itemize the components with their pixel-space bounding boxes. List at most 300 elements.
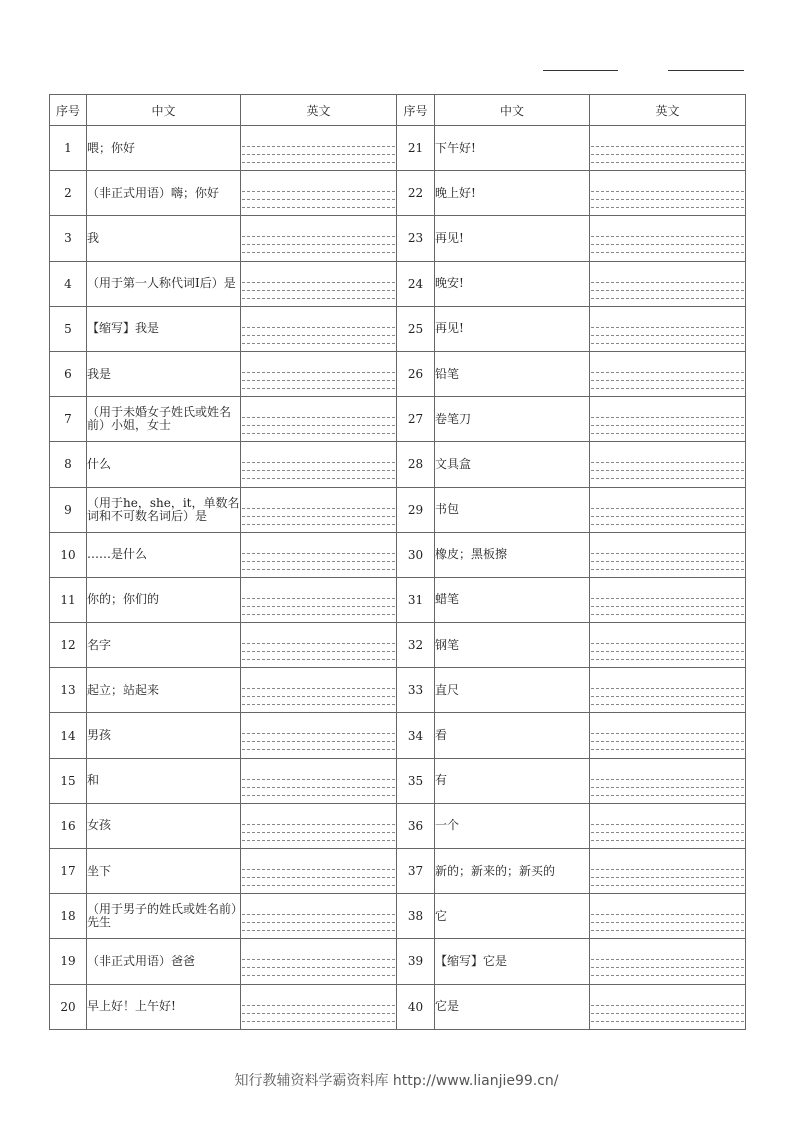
dashed-writing-line [242,780,395,788]
dashed-writing-line [242,184,395,192]
english-answer-cell[interactable] [590,623,746,668]
item-number: 37 [397,849,435,894]
dashed-writing-line [591,229,744,237]
chinese-meaning: （用于he，she，it，单数名词和不可数名词后）是 [87,487,241,532]
dashed-writing-line [242,229,395,237]
header-english: 英文 [241,95,397,126]
item-number: 7 [50,397,87,442]
writing-lines [242,184,395,208]
dashed-writing-line [242,463,395,471]
dashed-writing-line [242,607,395,615]
dashed-writing-line [591,546,744,554]
english-answer-cell[interactable] [590,803,746,848]
dashed-writing-line [591,825,744,833]
writing-lines [242,681,395,705]
dashed-writing-line [591,471,744,479]
dashed-writing-line [242,907,395,915]
chinese-meaning: （用于第一人称代词I后）是 [87,261,241,306]
dashed-writing-line [591,426,744,434]
writing-lines [591,229,744,253]
dashed-writing-line [242,237,395,245]
item-number: 4 [50,261,87,306]
dashed-writing-line [242,139,395,147]
dashed-writing-line [242,878,395,886]
writing-lines [591,320,744,344]
table-row [50,803,746,848]
chinese-meaning: 名字 [87,623,241,668]
dashed-writing-line [242,410,395,418]
chinese-meaning: 新的；新来的；新买的 [435,849,590,894]
chinese-meaning: 男孩 [87,713,241,758]
english-answer-cell[interactable] [241,758,397,803]
item-number: 31 [397,577,435,622]
dashed-writing-line [591,862,744,870]
table-row [50,894,746,939]
chinese-meaning: 它是 [435,984,590,1029]
writing-lines [242,501,395,525]
english-answer-cell[interactable] [241,894,397,939]
item-number: 34 [397,713,435,758]
english-answer-cell[interactable] [590,532,746,577]
chinese-meaning: 铅笔 [435,351,590,396]
item-number: 2 [50,171,87,216]
item-number: 25 [397,306,435,351]
dashed-writing-line [242,817,395,825]
item-number: 5 [50,306,87,351]
dashed-writing-line [242,636,395,644]
table-row [50,758,746,803]
writing-lines [242,772,395,796]
writing-lines [591,139,744,163]
english-answer-cell[interactable] [241,261,397,306]
dashed-writing-line [591,1006,744,1014]
table-row [50,668,746,713]
writing-lines [591,455,744,479]
dashed-writing-line [242,772,395,780]
writing-lines [242,139,395,163]
chinese-meaning: 我 [87,216,241,261]
chinese-meaning: 坐下 [87,849,241,894]
english-answer-cell[interactable] [241,939,397,984]
english-answer-cell[interactable] [590,261,746,306]
english-answer-cell[interactable] [241,397,397,442]
writing-lines [591,772,744,796]
chinese-meaning: 你的；你们的 [87,577,241,622]
item-number: 12 [50,623,87,668]
dashed-writing-line [242,644,395,652]
writing-lines [591,591,744,615]
dashed-writing-line [591,410,744,418]
dashed-writing-line [591,833,744,841]
dashed-writing-line [591,554,744,562]
header-english: 英文 [590,95,746,126]
dashed-writing-line [242,960,395,968]
dashed-writing-line [591,878,744,886]
dashed-writing-line [242,742,395,750]
table-row [50,397,746,442]
dashed-writing-line [242,734,395,742]
writing-lines [242,998,395,1022]
item-number: 6 [50,351,87,396]
dashed-writing-line [591,463,744,471]
item-number: 33 [397,668,435,713]
chinese-meaning: 【缩写】它是 [435,939,590,984]
item-number: 3 [50,216,87,261]
english-answer-cell[interactable] [590,713,746,758]
english-answer-cell[interactable] [241,306,397,351]
dashed-writing-line [591,517,744,525]
item-number: 17 [50,849,87,894]
chinese-meaning: ……是什么 [87,532,241,577]
table-row [50,261,746,306]
dashed-writing-line [591,697,744,705]
dashed-writing-line [591,283,744,291]
dashed-writing-line [591,817,744,825]
writing-lines [242,636,395,660]
dashed-writing-line [591,960,744,968]
writing-lines [242,320,395,344]
writing-lines [242,275,395,299]
writing-lines [591,410,744,434]
item-number: 27 [397,397,435,442]
dashed-writing-line [591,726,744,734]
chinese-meaning: 它 [435,894,590,939]
writing-lines [242,546,395,570]
chinese-meaning: 和 [87,758,241,803]
writing-lines [242,591,395,615]
dashed-writing-line [591,200,744,208]
dashed-writing-line [242,283,395,291]
dashed-writing-line [242,870,395,878]
english-answer-cell[interactable] [590,939,746,984]
chinese-meaning: 晚安! [435,261,590,306]
dashed-writing-line [591,772,744,780]
chinese-meaning: 什么 [87,442,241,487]
english-answer-cell[interactable] [241,668,397,713]
table-row [50,713,746,758]
dashed-writing-line [591,652,744,660]
dashed-writing-line [591,184,744,192]
chinese-meaning: 有 [435,758,590,803]
item-number: 22 [397,171,435,216]
table-row [50,216,746,261]
dashed-writing-line [591,155,744,163]
english-answer-cell[interactable] [241,849,397,894]
dashed-writing-line [591,509,744,517]
chinese-meaning: 早上好！上午好! [87,984,241,1029]
dashed-writing-line [591,275,744,283]
item-number: 14 [50,713,87,758]
chinese-meaning: 下午好! [435,126,590,171]
english-answer-cell[interactable] [241,351,397,396]
dashed-writing-line [242,1014,395,1022]
item-number: 30 [397,532,435,577]
dashed-writing-line [242,455,395,463]
dashed-writing-line [242,591,395,599]
english-answer-cell[interactable] [590,577,746,622]
dashed-writing-line [242,509,395,517]
item-number: 39 [397,939,435,984]
writing-lines [242,365,395,389]
item-number: 8 [50,442,87,487]
chinese-meaning: 看 [435,713,590,758]
writing-lines [591,636,744,660]
dashed-writing-line [591,291,744,299]
dashed-writing-line [591,373,744,381]
dashed-writing-line [591,915,744,923]
english-answer-cell[interactable] [241,713,397,758]
english-answer-cell[interactable] [241,623,397,668]
item-number: 9 [50,487,87,532]
writing-lines [242,410,395,434]
dashed-writing-line [242,517,395,525]
dashed-writing-line [242,554,395,562]
dashed-writing-line [591,780,744,788]
table-row [50,171,746,216]
english-answer-cell[interactable] [241,442,397,487]
english-answer-cell[interactable] [241,532,397,577]
dashed-writing-line [242,825,395,833]
writing-lines [242,229,395,253]
writing-lines [242,862,395,886]
header-number: 序号 [397,95,435,126]
dashed-writing-line [242,426,395,434]
english-answer-cell[interactable] [241,577,397,622]
dashed-writing-line [591,562,744,570]
dashed-writing-line [242,320,395,328]
writing-lines [242,817,395,841]
dashed-writing-line [242,328,395,336]
item-number: 19 [50,939,87,984]
chinese-meaning: 直尺 [435,668,590,713]
chinese-meaning: 喂；你好 [87,126,241,171]
chinese-meaning: 晚上好! [435,171,590,216]
dashed-writing-line [242,381,395,389]
dashed-writing-line [242,1006,395,1014]
table-row [50,849,746,894]
item-number: 28 [397,442,435,487]
dashed-writing-line [591,742,744,750]
dashed-writing-line [242,546,395,554]
item-number: 29 [397,487,435,532]
chinese-meaning: （非正式用语）嗨；你好 [87,171,241,216]
chinese-meaning: 钢笔 [435,623,590,668]
table-row [50,623,746,668]
dashed-writing-line [591,320,744,328]
item-number: 35 [397,758,435,803]
header-chinese: 中文 [87,95,241,126]
footer-watermark: 知行教辅资料学霸资料库 http://www.lianjie99.cn/ [234,1073,559,1089]
english-answer-cell[interactable] [241,984,397,1029]
english-answer-cell[interactable] [590,216,746,261]
dashed-writing-line [242,833,395,841]
item-number: 20 [50,984,87,1029]
dashed-writing-line [242,862,395,870]
dashed-writing-line [591,923,744,931]
dashed-writing-line [242,689,395,697]
english-answer-cell[interactable] [590,351,746,396]
english-answer-cell[interactable] [241,487,397,532]
dashed-writing-line [591,418,744,426]
item-number: 38 [397,894,435,939]
writing-lines [591,501,744,525]
dashed-writing-line [591,788,744,796]
item-number: 18 [50,894,87,939]
writing-lines [591,681,744,705]
english-answer-cell[interactable] [590,984,746,1029]
english-answer-cell[interactable] [590,442,746,487]
writing-lines [591,726,744,750]
dashed-writing-line [591,599,744,607]
item-number: 11 [50,577,87,622]
table-row [50,487,746,532]
dashed-writing-line [242,952,395,960]
dashed-writing-line [242,726,395,734]
dashed-writing-line [242,915,395,923]
chinese-meaning: 再见! [435,306,590,351]
english-answer-cell[interactable] [241,126,397,171]
chinese-meaning: 再见! [435,216,590,261]
dashed-writing-line [242,365,395,373]
chinese-meaning: （用于未婚女子姓氏或姓名前）小姐，女士 [87,397,241,442]
chinese-meaning: （用于男子的姓氏或姓名前）先生 [87,894,241,939]
dashed-writing-line [591,237,744,245]
dashed-writing-line [242,788,395,796]
writing-lines [242,455,395,479]
dashed-writing-line [591,998,744,1006]
dashed-writing-line [242,291,395,299]
dashed-writing-line [591,689,744,697]
writing-lines [591,365,744,389]
item-number: 13 [50,668,87,713]
writing-lines [591,862,744,886]
dashed-writing-line [591,907,744,915]
chinese-meaning: 文具盒 [435,442,590,487]
english-answer-cell[interactable] [590,758,746,803]
chinese-meaning: 起立；站起来 [87,668,241,713]
dashed-writing-line [591,455,744,463]
table-row [50,306,746,351]
dashed-writing-line [591,968,744,976]
chinese-meaning: 女孩 [87,803,241,848]
english-answer-cell[interactable] [590,306,746,351]
item-number: 24 [397,261,435,306]
dashed-writing-line [591,681,744,689]
chinese-meaning: 我是 [87,351,241,396]
writing-lines [591,275,744,299]
writing-lines [242,726,395,750]
dashed-writing-line [591,501,744,509]
dashed-writing-line [242,245,395,253]
item-number: 10 [50,532,87,577]
dashed-writing-line [242,275,395,283]
name-blank-line [543,70,618,71]
dashed-writing-line [591,365,744,373]
table-row [50,442,746,487]
writing-lines [591,546,744,570]
dashed-writing-line [242,200,395,208]
vocabulary-table [49,94,746,1030]
english-answer-cell[interactable] [590,487,746,532]
table-row [50,126,746,171]
table-row [50,577,746,622]
dashed-writing-line [591,245,744,253]
dashed-writing-line [242,998,395,1006]
dashed-writing-line [242,562,395,570]
dashed-writing-line [242,147,395,155]
english-answer-cell[interactable] [590,171,746,216]
dashed-writing-line [242,155,395,163]
table-row [50,984,746,1029]
dashed-writing-line [242,599,395,607]
english-answer-cell[interactable] [590,894,746,939]
dashed-writing-line [242,923,395,931]
chinese-meaning: 书包 [435,487,590,532]
dashed-writing-line [242,471,395,479]
writing-lines [591,184,744,208]
chinese-meaning: 卷笔刀 [435,397,590,442]
english-answer-cell[interactable] [241,171,397,216]
item-number: 15 [50,758,87,803]
english-answer-cell[interactable] [590,668,746,713]
dashed-writing-line [242,681,395,689]
header-number: 序号 [50,95,87,126]
writing-lines [591,998,744,1022]
table-row [50,532,746,577]
item-number: 21 [397,126,435,171]
writing-lines [591,817,744,841]
dashed-writing-line [591,734,744,742]
dashed-writing-line [591,381,744,389]
item-number: 36 [397,803,435,848]
class-blank-line [668,70,744,71]
english-answer-cell[interactable] [590,849,746,894]
dashed-writing-line [591,336,744,344]
chinese-meaning: 蜡笔 [435,577,590,622]
dashed-writing-line [591,328,744,336]
dashed-writing-line [242,697,395,705]
english-answer-cell[interactable] [241,803,397,848]
dashed-writing-line [591,147,744,155]
writing-lines [242,907,395,931]
writing-lines [242,952,395,976]
dashed-writing-line [591,870,744,878]
dashed-writing-line [242,192,395,200]
header-chinese: 中文 [435,95,590,126]
item-number: 26 [397,351,435,396]
chinese-meaning: 一个 [435,803,590,848]
dashed-writing-line [591,952,744,960]
writing-lines [591,952,744,976]
dashed-writing-line [242,968,395,976]
table-header-row [50,95,746,126]
dashed-writing-line [242,652,395,660]
dashed-writing-line [591,644,744,652]
english-answer-cell[interactable] [590,397,746,442]
english-answer-cell[interactable] [590,126,746,171]
dashed-writing-line [591,636,744,644]
dashed-writing-line [591,1014,744,1022]
table-row [50,351,746,396]
english-answer-cell[interactable] [241,216,397,261]
item-number: 32 [397,623,435,668]
item-number: 40 [397,984,435,1029]
dashed-writing-line [242,373,395,381]
chinese-meaning: 【缩写】我是 [87,306,241,351]
dashed-writing-line [591,139,744,147]
table-row [50,939,746,984]
item-number: 16 [50,803,87,848]
